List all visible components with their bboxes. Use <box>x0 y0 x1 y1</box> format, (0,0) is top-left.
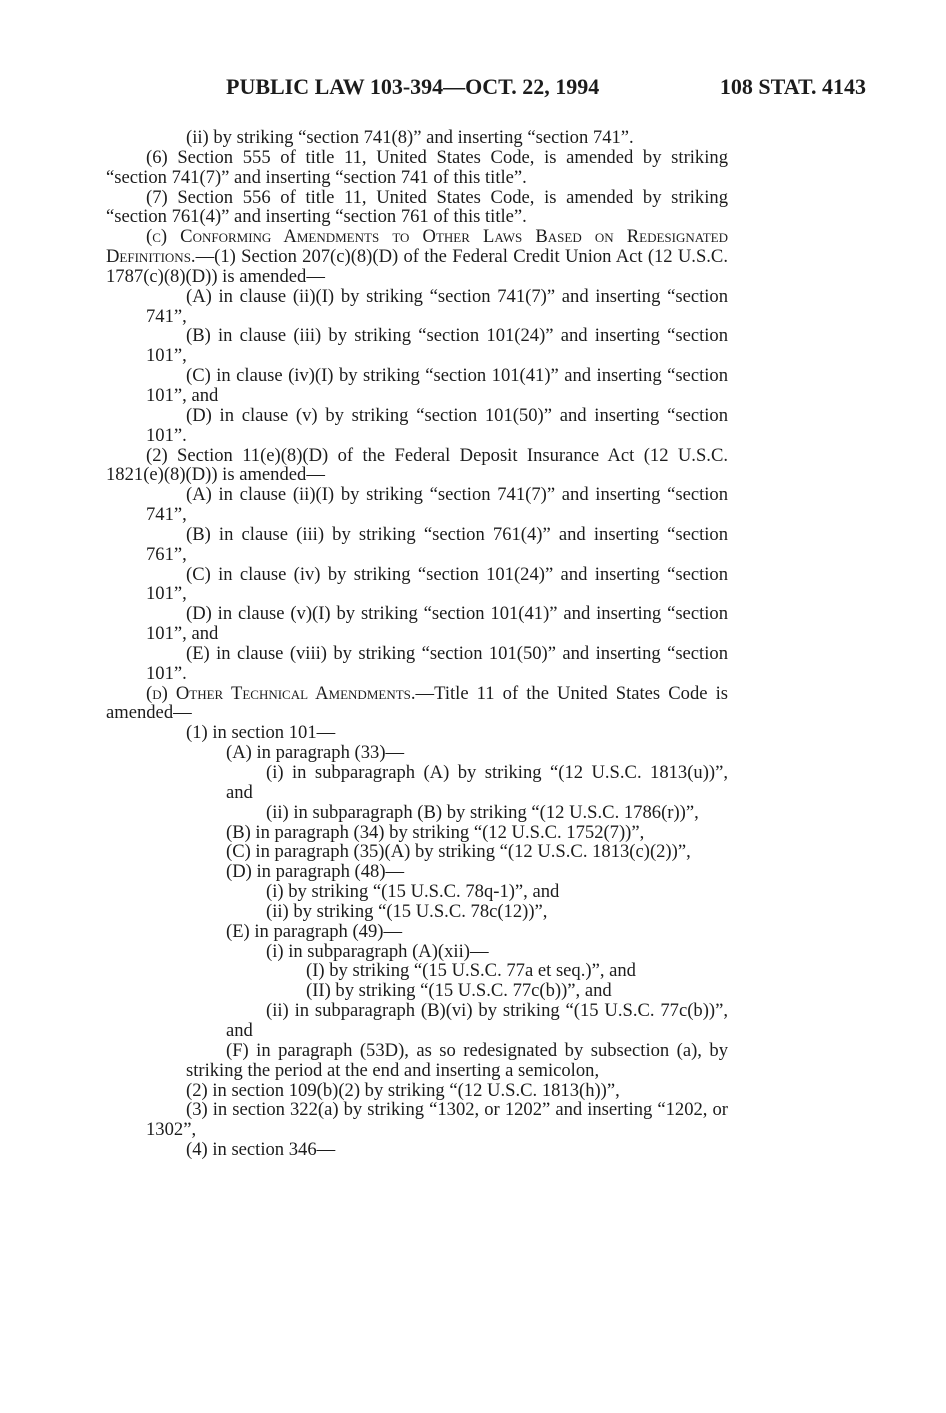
list-item: (ii) in subparagraph (B)(vi) by striking “(15 U.S.C. 77c(b))”, and <box>226 1000 728 1041</box>
list-item: (A) in clause (ii)(I) by striking “section 741(7)” and inserting “section 741”, <box>146 285 728 327</box>
section-heading-paragraph <box>106 227 728 287</box>
list-item: (A) in paragraph (33)— <box>226 742 405 764</box>
list-item: (3) in section 322(a) by striking “1302, or 1202” and inserting “1202, or 1302”, <box>146 1099 728 1141</box>
list-item: (i) in subparagraph (A)(xii)— <box>266 940 489 962</box>
list-item: (B) in clause (iii) by striking “section 101(24)” and inserting “section 101”, <box>146 325 728 367</box>
section-heading: (d) Other Technical Amendments. <box>146 682 416 704</box>
section-heading-text: —Title 11 of the United States Code is amended— <box>106 682 728 724</box>
list-item: (F) in paragraph (53D), as so redesignated by subsection (a), by striking the period at the end and inserting a semicolon, <box>186 1039 728 1081</box>
list-item: (ii) by striking “section 741(8)” and inserting “section 741”. <box>186 127 634 148</box>
list-item: (E) in clause (viii) by striking “section 101(50)” and inserting “section 101”. <box>146 642 728 684</box>
header-title: PUBLIC LAW 103-394—OCT. 22, 1994 <box>226 74 600 99</box>
list-item: (4) in section 346— <box>186 1139 336 1161</box>
list-item: (A) in clause (ii)(I) by striking “section 741(7)” and inserting “section 741”, <box>146 484 728 526</box>
list-item: (C) in clause (iv) by striking “section 101(24)” and inserting “section 101”, <box>146 563 728 605</box>
list-item: (B) in paragraph (34) by striking “(12 U.S.C. 1752(7))”, <box>226 821 645 843</box>
section-heading: (c) Conforming Amendments to Other Laws Based on Redesignated Definitions. <box>106 226 728 268</box>
list-item: (II) by striking “(15 U.S.C. 77c(b))”, and <box>306 980 612 1002</box>
list-item: (7) Section 556 of title 11, United States Code, is amended by striking “section 761(4)” and inserting “section 761 of this title”. <box>106 186 728 228</box>
list-item: (C) in paragraph (35)(A) by striking “(12 U.S.C. 1813(c)(2))”, <box>226 841 691 863</box>
header-page-number: 108 STAT. 4143 <box>719 74 866 99</box>
list-item: (B) in clause (iii) by striking “section 761(4)” and inserting “section 761”, <box>146 523 728 565</box>
running-header <box>106 74 866 110</box>
list-item: (D) in clause (v)(I) by striking “section 101(41)” and inserting “section 101”, and <box>146 603 728 645</box>
list-item: (1) in section 101— <box>186 722 336 744</box>
list-item: (D) in paragraph (48)— <box>226 861 405 883</box>
list-item: (ii) in subparagraph (B) by striking “(12 U.S.C. 1786(r))”, <box>266 801 699 823</box>
section-heading-paragraph <box>106 684 728 724</box>
list-item: (2) in section 109(b)(2) by striking “(12 U.S.C. 1813(h))”, <box>186 1079 620 1101</box>
section-heading-text: —(1) Section 207(c)(8)(D) of the Federal Credit Union Act (12 U.S.C. 1787(c)(8)(D)) is amended— <box>106 246 728 287</box>
list-item: (2) Section 11(e)(8)(D) of the Federal Deposit Insurance Act (12 U.S.C. 1821(e)(8)(D)) is amended— <box>106 444 728 486</box>
list-item: (C) in clause (iv)(I) by striking “section 101(41)” and inserting “section 101”, and <box>146 365 728 406</box>
list-item: (i) by striking “(15 U.S.C. 78q-1)”, and <box>266 881 560 903</box>
list-item: (i) in subparagraph (A) by striking “(12 U.S.C. 1813(u))”, and <box>226 762 728 803</box>
list-item: (E) in paragraph (49)— <box>226 920 403 942</box>
list-item: (ii) by striking “(15 U.S.C. 78c(12))”, <box>266 900 548 922</box>
list-item: (I) by striking “(15 U.S.C. 77a et seq.)”, and <box>306 960 636 982</box>
document-body <box>106 128 728 1160</box>
list-item: (D) in clause (v) by striking “section 101(50)” and inserting “section 101”. <box>146 404 728 446</box>
list-item: (6) Section 555 of title 11, United States Code, is amended by striking “section 741(7)” and inserting “section 741 of this title”. <box>106 146 728 188</box>
